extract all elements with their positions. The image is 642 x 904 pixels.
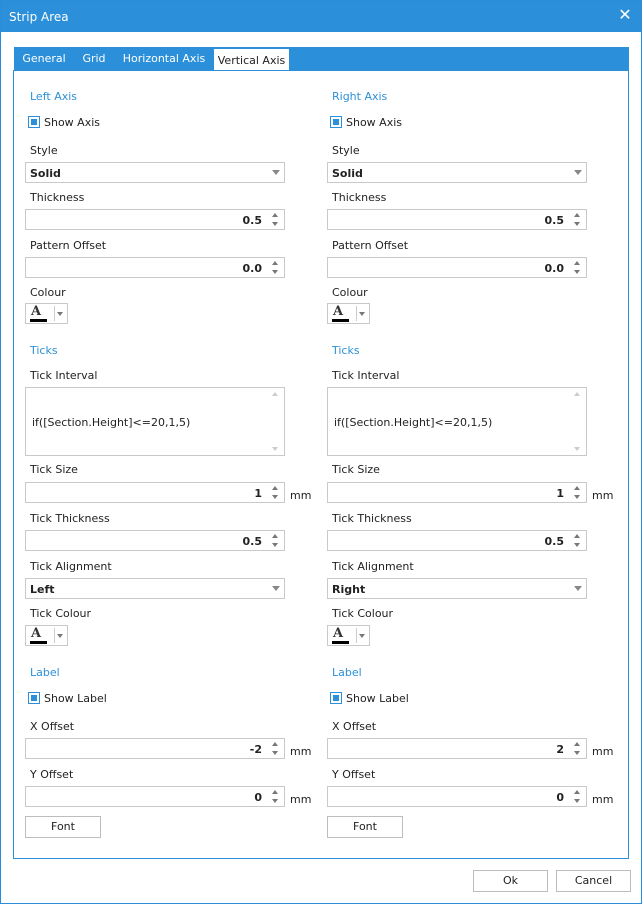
- left-tick-size-unit: mm: [290, 489, 312, 502]
- left-tick-size-value: 1: [254, 487, 262, 500]
- spin-up-icon[interactable]: [272, 213, 278, 217]
- right-tick-thickness-spinner[interactable]: [327, 530, 587, 551]
- spin-down-icon[interactable]: [574, 751, 580, 755]
- tab-horizontal-axis[interactable]: Horizontal Axis: [122, 52, 206, 65]
- right-tick-alignment-value: Right: [332, 583, 366, 596]
- left-show-label-checkbox[interactable]: [28, 692, 40, 704]
- left-x-offset-spinner[interactable]: [25, 738, 285, 759]
- right-label-heading: Label: [332, 666, 362, 679]
- scroll-up-icon[interactable]: [574, 392, 580, 396]
- left-y-offset-spinner[interactable]: [25, 786, 285, 807]
- right-tick-interval-label: Tick Interval: [332, 369, 400, 382]
- close-icon[interactable]: ✕: [618, 5, 632, 24]
- right-y-offset-value: 0: [556, 791, 564, 804]
- left-tick-thickness-value: 0.5: [242, 535, 262, 548]
- chevron-down-icon: [272, 170, 280, 175]
- right-ticks-heading: Ticks: [332, 344, 360, 357]
- spin-up-icon[interactable]: [574, 261, 580, 265]
- spin-down-icon[interactable]: [272, 799, 278, 803]
- spin-up-icon[interactable]: [272, 790, 278, 794]
- left-thickness-value: 0.5: [242, 214, 262, 227]
- spin-down-icon[interactable]: [574, 222, 580, 226]
- left-x-offset-label: X Offset: [30, 720, 75, 733]
- ok-button[interactable]: Ok: [473, 870, 548, 892]
- right-tick-alignment-select[interactable]: [327, 578, 587, 599]
- right-pattern-offset-label: Pattern Offset: [332, 239, 409, 252]
- spin-up-icon[interactable]: [272, 534, 278, 538]
- left-y-offset-value: 0: [254, 791, 262, 804]
- left-tick-size-label: Tick Size: [30, 463, 78, 476]
- left-colour-label: Colour: [30, 286, 66, 299]
- spin-up-icon[interactable]: [574, 790, 580, 794]
- left-style-select[interactable]: [25, 162, 285, 183]
- right-show-axis-checkbox[interactable]: [330, 116, 342, 128]
- tab-vertical-axis[interactable]: Vertical Axis: [213, 48, 290, 71]
- scroll-up-icon[interactable]: [272, 392, 278, 396]
- left-tick-size-spinner[interactable]: [25, 482, 285, 503]
- left-show-axis-checkbox[interactable]: [28, 116, 40, 128]
- spin-up-icon[interactable]: [574, 742, 580, 746]
- spin-down-icon[interactable]: [272, 543, 278, 547]
- right-y-offset-unit: mm: [592, 793, 614, 806]
- right-tick-size-label: Tick Size: [332, 463, 380, 476]
- right-style-value: Solid: [332, 167, 363, 180]
- chevron-down-icon[interactable]: [359, 634, 365, 638]
- right-tick-colour-picker[interactable]: [327, 625, 370, 646]
- left-show-axis-label: Show Axis: [44, 116, 100, 129]
- right-style-label: Style: [332, 144, 360, 157]
- right-show-label-label: Show Label: [346, 692, 409, 705]
- font-colour-icon: A: [333, 626, 344, 641]
- right-tick-interval-input[interactable]: [327, 387, 587, 456]
- vertical-axis-panel: [13, 70, 629, 859]
- left-tick-thickness-spinner[interactable]: [25, 530, 285, 551]
- left-tick-interval-label: Tick Interval: [30, 369, 98, 382]
- colour-swatch: [332, 641, 349, 644]
- font-colour-icon: A: [333, 304, 344, 319]
- left-x-offset-value: -2: [249, 743, 262, 756]
- left-tick-interval-input[interactable]: [25, 387, 285, 456]
- tab-grid[interactable]: Grid: [82, 52, 106, 65]
- title-bar: [1, 1, 641, 32]
- right-x-offset-label: X Offset: [332, 720, 377, 733]
- right-x-offset-value: 2: [556, 743, 564, 756]
- font-colour-icon: A: [31, 304, 42, 319]
- font-colour-icon: A: [31, 626, 42, 641]
- left-style-value: Solid: [30, 167, 61, 180]
- tab-bar: [14, 47, 629, 71]
- right-y-offset-spinner[interactable]: [327, 786, 587, 807]
- colour-swatch: [332, 319, 349, 322]
- spin-up-icon[interactable]: [574, 534, 580, 538]
- chevron-down-icon: [272, 586, 280, 591]
- spin-down-icon[interactable]: [574, 495, 580, 499]
- spin-up-icon[interactable]: [574, 486, 580, 490]
- left-font-button[interactable]: Font: [25, 816, 101, 838]
- right-tick-size-spinner[interactable]: [327, 482, 587, 503]
- left-tick-thickness-label: Tick Thickness: [30, 512, 110, 525]
- left-axis-heading: Left Axis: [30, 90, 78, 103]
- scroll-down-icon[interactable]: [272, 447, 278, 451]
- right-tick-alignment-label: Tick Alignment: [332, 560, 414, 573]
- spin-up-icon[interactable]: [272, 742, 278, 746]
- spin-down-icon[interactable]: [272, 222, 278, 226]
- right-thickness-label: Thickness: [332, 191, 387, 204]
- right-font-button[interactable]: Font: [327, 816, 403, 838]
- left-pattern-offset-value: 0.0: [242, 262, 262, 275]
- left-colour-picker[interactable]: [25, 303, 68, 324]
- right-tick-size-unit: mm: [592, 489, 614, 502]
- right-show-axis-label: Show Axis: [346, 116, 402, 129]
- spin-down-icon[interactable]: [574, 543, 580, 547]
- right-y-offset-label: Y Offset: [332, 768, 376, 781]
- spin-up-icon[interactable]: [272, 486, 278, 490]
- scroll-down-icon[interactable]: [574, 447, 580, 451]
- right-pattern-offset-value: 0.0: [544, 262, 564, 275]
- left-label-heading: Label: [30, 666, 60, 679]
- left-pattern-offset-spinner[interactable]: [25, 257, 285, 278]
- right-show-label-checkbox[interactable]: [330, 692, 342, 704]
- right-thickness-spinner[interactable]: [327, 209, 587, 230]
- colour-swatch: [30, 319, 47, 322]
- right-colour-label: Colour: [332, 286, 368, 299]
- left-x-offset-unit: mm: [290, 745, 312, 758]
- colour-swatch: [30, 641, 47, 644]
- left-tick-colour-label: Tick Colour: [30, 607, 92, 620]
- left-ticks-heading: Ticks: [30, 344, 58, 357]
- spin-down-icon[interactable]: [574, 799, 580, 803]
- right-colour-picker[interactable]: [327, 303, 370, 324]
- left-y-offset-unit: mm: [290, 793, 312, 806]
- spin-up-icon[interactable]: [574, 213, 580, 217]
- chevron-down-icon[interactable]: [57, 312, 63, 316]
- left-pattern-offset-label: Pattern Offset: [30, 239, 107, 252]
- spin-down-icon[interactable]: [574, 270, 580, 274]
- right-pattern-offset-spinner[interactable]: [327, 257, 587, 278]
- left-axis-column: [25, 71, 310, 858]
- right-tick-thickness-value: 0.5: [544, 535, 564, 548]
- left-show-label-label: Show Label: [44, 692, 107, 705]
- right-style-select[interactable]: [327, 162, 587, 183]
- right-tick-interval-value: if([Section.Height]<=20,1,5): [334, 416, 493, 429]
- left-thickness-label: Thickness: [30, 191, 85, 204]
- left-tick-alignment-select[interactable]: [25, 578, 285, 599]
- left-tick-interval-value: if([Section.Height]<=20,1,5): [32, 416, 191, 429]
- right-x-offset-spinner[interactable]: [327, 738, 587, 759]
- left-tick-colour-picker[interactable]: [25, 625, 68, 646]
- chevron-down-icon: [574, 586, 582, 591]
- left-tick-alignment-label: Tick Alignment: [30, 560, 112, 573]
- left-y-offset-label: Y Offset: [30, 768, 74, 781]
- spin-up-icon[interactable]: [272, 261, 278, 265]
- right-thickness-value: 0.5: [544, 214, 564, 227]
- chevron-down-icon[interactable]: [57, 634, 63, 638]
- cancel-button[interactable]: Cancel: [556, 870, 631, 892]
- right-x-offset-unit: mm: [592, 745, 614, 758]
- right-axis-heading: Right Axis: [332, 90, 388, 103]
- spin-down-icon[interactable]: [272, 751, 278, 755]
- right-tick-thickness-label: Tick Thickness: [332, 512, 412, 525]
- left-tick-alignment-value: Left: [30, 583, 55, 596]
- spin-down-icon[interactable]: [272, 270, 278, 274]
- right-tick-colour-label: Tick Colour: [332, 607, 394, 620]
- left-style-label: Style: [30, 144, 58, 157]
- chevron-down-icon: [574, 170, 582, 175]
- window-title: Strip Area: [9, 10, 69, 24]
- chevron-down-icon[interactable]: [359, 312, 365, 316]
- left-thickness-spinner[interactable]: [25, 209, 285, 230]
- tab-general[interactable]: General: [22, 52, 66, 65]
- right-axis-column: [327, 71, 612, 858]
- spin-down-icon[interactable]: [272, 495, 278, 499]
- right-tick-size-value: 1: [556, 487, 564, 500]
